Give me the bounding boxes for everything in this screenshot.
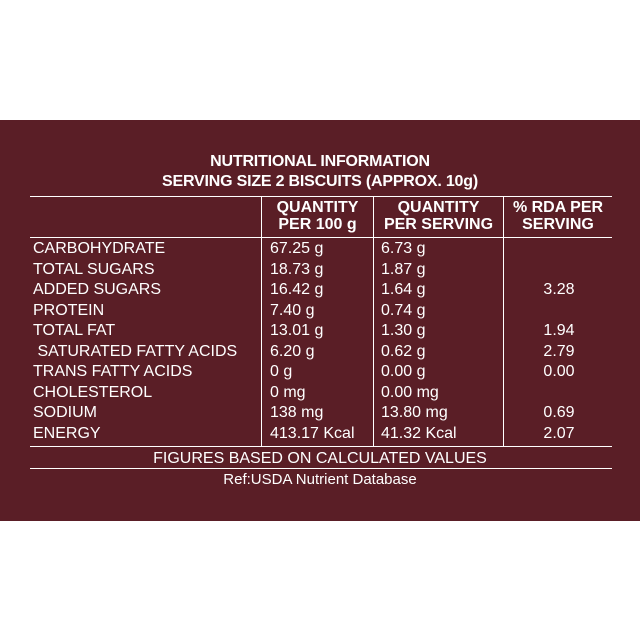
nutrient-name: ENERGY <box>33 424 101 442</box>
value-per-100g: 6.20 g <box>270 342 315 360</box>
nutrition-panel <box>0 120 640 521</box>
value-per-100g: 0 g <box>270 363 293 380</box>
value-rda: 0.00 <box>543 363 575 380</box>
value-per-serving: 0.00 g <box>381 363 426 380</box>
table-header-rule <box>30 237 612 238</box>
value-rda: 2.79 <box>543 342 575 360</box>
value-per-100g: 7.40 g <box>270 301 315 319</box>
value-per-serving: 1.64 g <box>381 281 426 298</box>
nutrient-name: CHOLESTEROL <box>33 383 153 401</box>
column-divider-3 <box>503 196 504 446</box>
value-per-serving: 6.73 g <box>381 240 426 257</box>
header-per100-line1: QUANTITY <box>276 199 359 216</box>
value-rda: 3.28 <box>543 281 575 298</box>
value-per-100g: 138 mg <box>270 404 324 421</box>
header-rda <box>504 199 612 233</box>
header-rda-line1: % RDA PER <box>512 199 604 216</box>
footnote: FIGURES BASED ON CALCULATED VALUES <box>153 450 487 467</box>
nutrient-name: TOTAL SUGARS <box>33 260 155 278</box>
value-per-100g: 0 mg <box>270 383 306 401</box>
value-per-100g: 413.17 Kcal <box>270 424 355 442</box>
header-per-serving <box>374 199 503 233</box>
value-per-100g: 67.25 g <box>270 240 324 257</box>
value-per-100g: 18.73 g <box>270 260 324 278</box>
header-per100 <box>262 199 373 233</box>
value-rda: 0.69 <box>543 404 575 421</box>
column-divider-1 <box>261 196 262 446</box>
table-bottom-rule <box>30 446 612 447</box>
reference: Ref:USDA Nutrient Database <box>223 471 417 488</box>
serving-size: SERVING SIZE 2 BISCUITS (APPROX. 10g) <box>162 173 478 190</box>
nutrient-name: TRANS FATTY ACIDS <box>33 363 193 380</box>
nutrient-name: CARBOHYDRATE <box>33 240 166 257</box>
column-divider-2 <box>373 196 374 446</box>
nutrient-name: SATURATED FATTY ACIDS <box>33 342 238 360</box>
value-per-serving: 13.80 mg <box>381 404 448 421</box>
nutrient-name: PROTEIN <box>33 301 105 319</box>
value-per-serving: 1.87 g <box>381 260 426 278</box>
value-per-100g: 13.01 g <box>270 322 324 339</box>
nutrient-name: SODIUM <box>33 404 97 421</box>
footer-rule <box>30 468 612 469</box>
value-rda: 2.07 <box>543 424 575 442</box>
value-rda: 1.94 <box>543 322 575 339</box>
value-per-serving: 0.62 g <box>381 342 426 360</box>
nutrient-name: TOTAL FAT <box>33 322 116 339</box>
header-per-serving-line2: PER SERVING <box>383 216 494 233</box>
value-per-100g: 16.42 g <box>270 281 324 298</box>
value-per-serving: 0.74 g <box>381 301 426 319</box>
header-per-serving-line1: QUANTITY <box>397 199 480 216</box>
table-top-rule <box>30 196 612 197</box>
header-rda-line2: SERVING <box>522 216 594 233</box>
value-per-serving: 0.00 mg <box>381 383 439 401</box>
value-per-serving: 1.30 g <box>381 322 426 339</box>
nutrition-title: NUTRITIONAL INFORMATION <box>210 153 430 170</box>
nutrient-name: ADDED SUGARS <box>33 281 162 298</box>
header-per100-line2: PER 100 g <box>278 216 357 233</box>
value-per-serving: 41.32 Kcal <box>381 424 457 442</box>
